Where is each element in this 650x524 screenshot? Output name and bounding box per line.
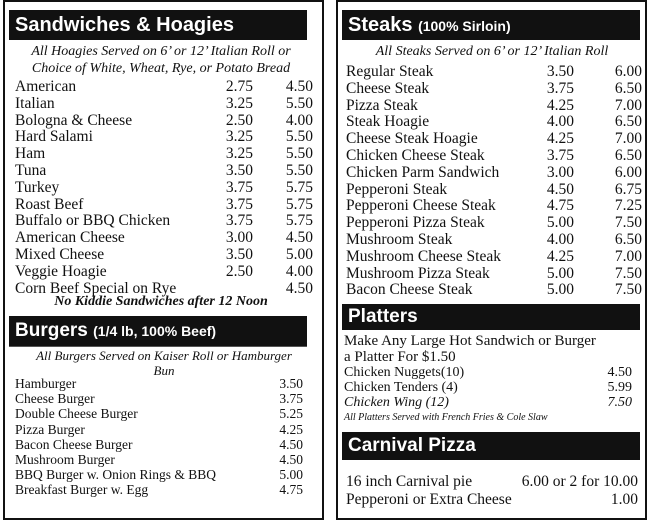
steak-row-small-price: 4.00 (546, 231, 574, 248)
platter-row-name: Chicken Nuggets(10) (344, 365, 465, 380)
sandwich-row (15, 229, 315, 246)
sandwich-row (15, 179, 315, 196)
steak-row (346, 231, 640, 248)
sandwich-row (15, 128, 315, 145)
steak-row-large-price: 6.50 (614, 231, 642, 248)
burger-row (15, 467, 303, 482)
steak-row-name: Regular Steak (346, 63, 434, 80)
sandwich-row (15, 162, 315, 179)
burger-row (15, 406, 303, 421)
sandwiches-note-line2: Choice of White, Wheat, Rye, or Potato Bread (31, 61, 291, 76)
burger-row-price: 4.50 (279, 436, 303, 452)
platters-header (342, 304, 640, 330)
burger-row-price: 4.25 (279, 421, 303, 437)
steak-row-name: Cheese Steak (346, 79, 430, 97)
steaks-title: Steaks (348, 14, 413, 36)
sandwich-row-small-price: 2.50 (225, 262, 253, 280)
steak-row (346, 63, 640, 80)
sandwich-row (15, 263, 315, 280)
steak-row-small-price: 5.00 (546, 264, 574, 282)
pizza-row-name: Pepperoni or Extra Cheese (346, 491, 512, 508)
burger-row-name: Pizza Burger (15, 421, 85, 437)
steak-row-large-price: 7.50 (614, 281, 642, 299)
burger-row-name: Hamburger (15, 376, 77, 391)
sandwich-row-large-price: 4.00 (285, 262, 313, 280)
sandwich-row-small-price: 3.75 (225, 195, 253, 213)
platter-row (344, 380, 632, 395)
steak-row-small-price: 3.75 (546, 79, 574, 97)
sandwich-row-large-price: 5.50 (285, 162, 313, 179)
steak-row-name: Chicken Parm Sandwich (346, 163, 500, 181)
sandwich-row-name: American (15, 78, 77, 95)
steak-row-large-price: 6.00 (614, 63, 642, 80)
burger-row-name: Bacon Cheese Burger (15, 436, 133, 452)
sandwich-row-name: Tuna (15, 162, 47, 179)
platters-note-line2: a Platter For $1.50 (344, 349, 456, 365)
sandwich-row-large-price: 5.50 (285, 128, 313, 146)
sandwich-row (15, 196, 315, 213)
steak-row-small-price: 3.00 (546, 163, 574, 181)
sandwich-row-name: Turkey (15, 178, 60, 196)
pizza-header (342, 432, 640, 460)
platter-row-name: Chicken Tenders (4) (344, 380, 458, 396)
steak-row-name: Mushroom Steak (346, 231, 453, 248)
sandwiches-header (9, 10, 307, 40)
burger-row-name: Mushroom Burger (15, 452, 115, 467)
sandwich-row (15, 112, 315, 129)
burgers-note-line1: All Burgers Served on Kaiser Roll or Hamburger (36, 348, 292, 363)
steak-row (346, 181, 640, 198)
steak-row-name: Pizza Steak (346, 96, 418, 114)
sandwich-row-large-price: 5.75 (285, 195, 313, 213)
platters-title: Platters (348, 306, 418, 327)
steak-row (346, 214, 640, 231)
sandwich-row-small-price: 3.50 (225, 162, 253, 179)
sandwiches-note-line1: All Hoagies Served on 6’ or 12’ Italian Roll or (31, 44, 291, 59)
steak-row-small-price: 3.50 (546, 63, 574, 80)
sandwiches-title: Sandwiches & Hoagies (15, 14, 234, 36)
sandwich-row-small-price: 3.75 (225, 212, 253, 230)
burgers-subtitle: (1/4 lb, 100% Beef) (93, 323, 217, 339)
sandwich-row-name: Bologna & Cheese (15, 111, 133, 129)
steak-row-large-price: 7.50 (614, 214, 642, 232)
sandwich-row-large-price: 5.50 (285, 94, 313, 112)
left-menu-panel (3, 0, 324, 520)
steak-row-large-price: 6.50 (614, 113, 642, 131)
sandwich-row-small-price: 2.50 (225, 111, 253, 129)
sandwich-row-small-price: 3.50 (225, 246, 253, 263)
sandwich-row-large-price: 4.50 (285, 229, 313, 247)
steak-row-name: Pepperoni Pizza Steak (346, 214, 485, 232)
steak-row (346, 281, 640, 298)
sandwich-row-large-price: 5.50 (285, 145, 313, 163)
burger-row (15, 482, 303, 497)
burger-row (15, 452, 303, 467)
platter-row-price: 7.50 (607, 395, 632, 411)
steak-row-name: Mushroom Cheese Steak (346, 247, 501, 265)
sandwich-row-large-price: 4.00 (285, 111, 313, 129)
sandwich-row-name: Mixed Cheese (15, 246, 105, 263)
pizza-row-price: 1.00 (610, 491, 638, 508)
pizza-row (346, 473, 638, 491)
steak-row-name: Mushroom Pizza Steak (346, 264, 490, 282)
platters-note-line1: Make Any Large Hot Sandwich or Burger (344, 333, 596, 349)
steak-row-large-price: 6.50 (614, 79, 642, 97)
steak-row-small-price: 4.50 (546, 180, 574, 198)
steak-row-large-price: 7.50 (614, 264, 642, 282)
steak-row-name: Chicken Cheese Steak (346, 147, 485, 164)
platter-row (344, 365, 632, 380)
burger-row (15, 437, 303, 452)
steak-row-name: Bacon Cheese Steak (346, 281, 473, 299)
sandwich-row-small-price: 3.25 (225, 145, 253, 163)
sandwich-row-small-price: 2.75 (225, 78, 253, 95)
pizza-title: Carnival Pizza (348, 435, 476, 456)
steak-row (346, 265, 640, 282)
burger-row (15, 391, 303, 406)
sandwich-row (15, 246, 315, 263)
burger-row-name: Breakfast Burger w. Egg (15, 482, 149, 498)
sandwich-row-small-price: 3.00 (225, 229, 253, 247)
sandwiches-footnote: No Kiddie Sandwiches after 12 Noon (54, 294, 268, 309)
platter-row-name: Chicken Wing (12) (344, 395, 449, 411)
steak-row-small-price: 4.75 (546, 197, 574, 215)
sandwich-row-name: Corn Beef Special on Rye (15, 279, 177, 297)
sandwich-row-name: Buffalo or BBQ Chicken (15, 212, 171, 230)
burger-row (15, 422, 303, 437)
burger-row (15, 376, 303, 391)
right-menu-panel (336, 0, 647, 520)
burger-row-price: 5.00 (279, 467, 303, 483)
steak-row-small-price: 4.00 (546, 113, 574, 131)
sandwich-row-name: Veggie Hoagie (15, 262, 107, 280)
pizza-row (346, 491, 638, 509)
sandwich-row (15, 145, 315, 162)
sandwich-row-name: Hard Salami (15, 128, 93, 146)
steak-row-small-price: 5.00 (546, 281, 574, 299)
steak-row (346, 97, 640, 114)
steak-row (346, 80, 640, 97)
steak-row-name: Cheese Steak Hoagie (346, 130, 478, 148)
sandwich-row-name: American Cheese (15, 229, 125, 247)
steak-row-small-price: 5.00 (546, 214, 574, 232)
platter-row-price: 5.99 (607, 380, 632, 396)
burgers-note-line2: Bun (153, 363, 175, 378)
steak-row (346, 130, 640, 147)
steak-row-large-price: 6.50 (614, 147, 642, 164)
sandwich-row (15, 78, 315, 95)
burger-row-price: 3.50 (279, 376, 303, 391)
sandwich-row-small-price: 3.25 (225, 128, 253, 146)
burger-row-price: 4.75 (279, 482, 303, 498)
steaks-subtitle: (100% Sirloin) (418, 18, 511, 34)
steak-row-small-price: 4.25 (546, 96, 574, 114)
sandwich-row-name: Roast Beef (15, 195, 84, 213)
sandwich-row-small-price: 3.75 (225, 178, 253, 196)
steak-row-large-price: 7.25 (614, 197, 642, 215)
sandwich-row (15, 212, 315, 229)
platters-footnote: All Platters Served with French Fries & Cole Slaw (344, 412, 548, 423)
burger-row-price: 5.25 (279, 406, 303, 422)
sandwich-row-small-price: 3.25 (225, 94, 253, 112)
sandwich-row (15, 95, 315, 112)
platter-row-price: 4.50 (607, 365, 632, 380)
sandwich-row-large-price: 4.50 (285, 279, 313, 297)
sandwich-row-large-price: 4.50 (285, 78, 313, 95)
steak-row (346, 147, 640, 164)
burger-row-price: 4.50 (279, 452, 303, 467)
steak-row-name: Pepperoni Cheese Steak (346, 197, 496, 215)
steak-row (346, 164, 640, 181)
steak-row-name: Steak Hoagie (346, 113, 430, 131)
burgers-header (9, 316, 307, 346)
steak-row (346, 248, 640, 265)
steak-row-large-price: 6.00 (614, 163, 642, 181)
platter-row (344, 395, 632, 410)
steaks-note: All Steaks Served on 6’ or 12’ Italian Roll (375, 44, 609, 59)
steak-row (346, 197, 640, 214)
sandwich-row-large-price: 5.75 (285, 178, 313, 196)
steak-row-small-price: 4.25 (546, 130, 574, 148)
pizza-row-price: 6.00 or 2 for 10.00 (521, 473, 638, 490)
steak-row-large-price: 7.00 (614, 130, 642, 148)
steak-row-small-price: 3.75 (546, 147, 574, 164)
steak-row (346, 113, 640, 130)
sandwich-row-large-price: 5.75 (285, 212, 313, 230)
burger-row-price: 3.75 (279, 391, 303, 407)
sandwich-row-name: Ham (15, 145, 46, 163)
steak-row-large-price: 6.75 (614, 180, 642, 198)
sandwich-row-name: Italian (15, 94, 55, 112)
steak-row-large-price: 7.00 (614, 247, 642, 265)
burgers-title: Burgers (15, 320, 88, 341)
steak-row-large-price: 7.00 (614, 96, 642, 114)
burger-row-name: Double Cheese Burger (15, 406, 138, 422)
pizza-row-name: 16 inch Carnival pie (346, 473, 473, 490)
sandwich-row-large-price: 5.00 (285, 246, 313, 263)
steak-row-name: Pepperoni Steak (346, 180, 448, 198)
steaks-header (342, 10, 640, 40)
burger-row-name: BBQ Burger w. Onion Rings & BBQ (15, 467, 217, 483)
steak-row-small-price: 4.25 (546, 247, 574, 265)
burger-row-name: Cheese Burger (15, 391, 95, 407)
